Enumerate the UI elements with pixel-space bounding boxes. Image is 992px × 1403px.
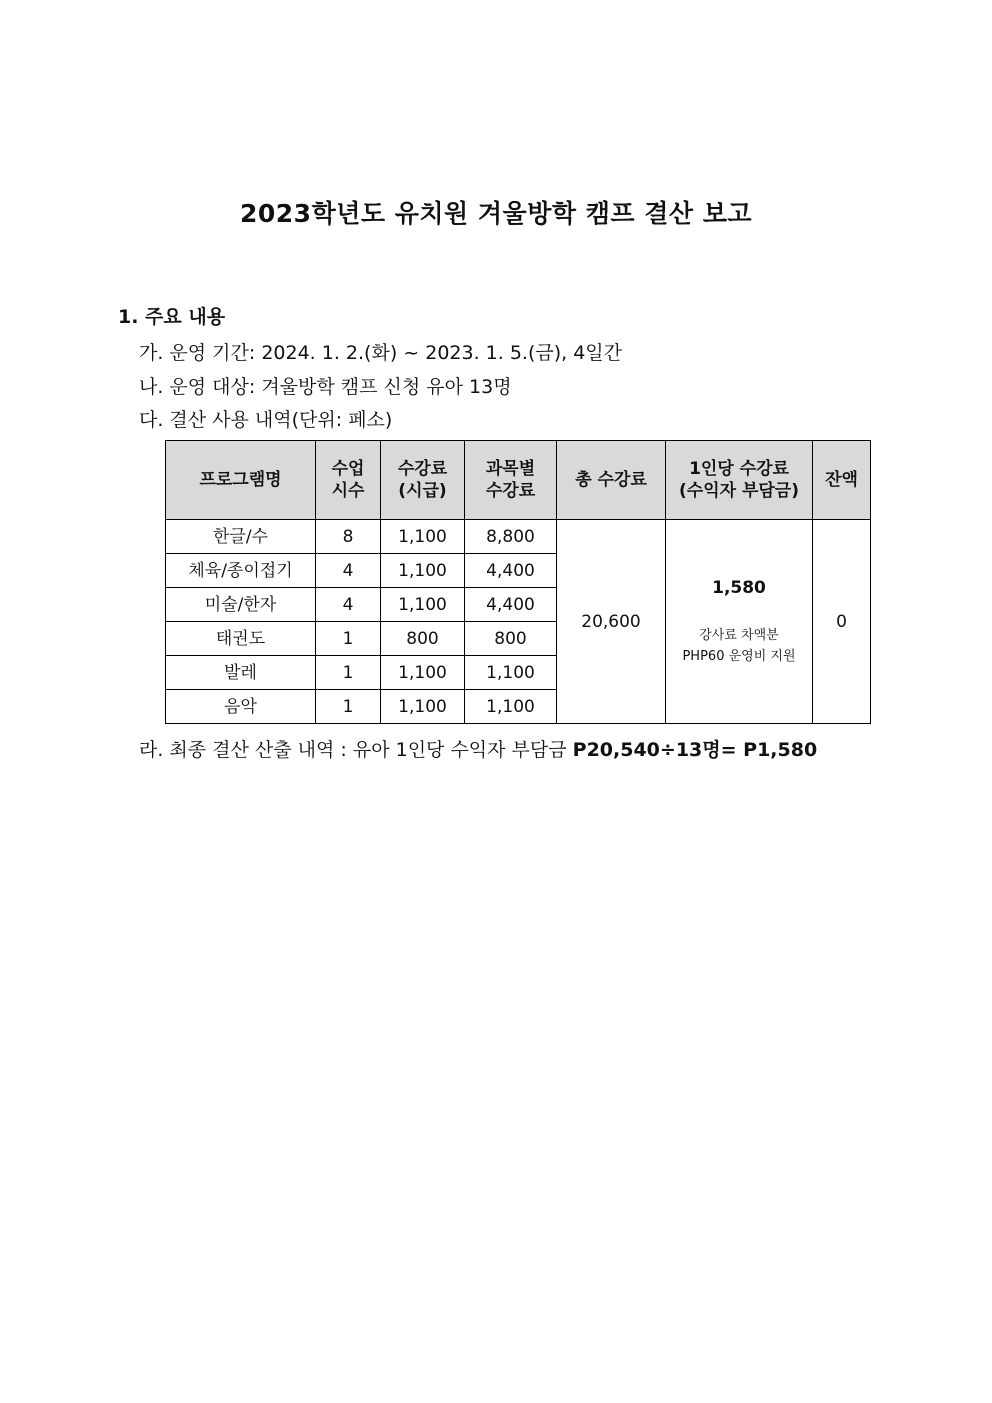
cell-subject-fee: 1,100 [465, 656, 557, 690]
table-header-row [166, 441, 871, 520]
final-settlement [139, 735, 817, 762]
cell-hours: 1 [316, 622, 381, 656]
settlement-table [165, 440, 871, 724]
cell-total-fee: 20,600 [557, 520, 666, 724]
cell-fee: 1,100 [381, 656, 465, 690]
cell-hours: 1 [316, 656, 381, 690]
cell-program: 음악 [166, 690, 316, 724]
final-settlement-formula: P20,540÷13명= P1,580 [572, 739, 818, 761]
header-total-fee: 총 수강료 [557, 441, 666, 520]
cell-subject-fee: 4,400 [465, 588, 557, 622]
per-person-fee-value: 1,580 [712, 577, 766, 598]
cell-program: 체육/종이접기 [166, 554, 316, 588]
table-row [166, 520, 871, 554]
cell-fee: 1,100 [381, 520, 465, 554]
cell-fee: 800 [381, 622, 465, 656]
header-balance: 잔액 [813, 441, 871, 520]
cell-balance: 0 [813, 520, 871, 724]
header-per-person-fee: 1인당 수강료 (수익자 부담금) [666, 441, 813, 520]
cell-fee: 1,100 [381, 588, 465, 622]
header-hours: 수업 시수 [316, 441, 381, 520]
document-title: 2023학년도 유치원 겨울방학 캠프 결산 보고 [240, 199, 752, 228]
header-fee: 수강료 (시급) [381, 441, 465, 520]
cell-subject-fee: 800 [465, 622, 557, 656]
operation-period: 가. 운영 기간: 2024. 1. 2.(화) ~ 2023. 1. 5.(금), 4일간 [139, 342, 623, 364]
cell-subject-fee: 1,100 [465, 690, 557, 724]
cell-subject-fee: 8,800 [465, 520, 557, 554]
cell-program: 태권도 [166, 622, 316, 656]
cell-hours: 1 [316, 690, 381, 724]
cell-hours: 8 [316, 520, 381, 554]
final-settlement-text: 라. 최종 결산 산출 내역 : 유아 1인당 수익자 부담금 [139, 739, 573, 761]
per-person-fee-note-2: PHP60 운영비 지원 [682, 648, 796, 664]
cell-per-person-fee [666, 520, 813, 724]
cell-subject-fee: 4,400 [465, 554, 557, 588]
cell-hours: 4 [316, 554, 381, 588]
header-program: 프로그램명 [166, 441, 316, 520]
cell-fee: 1,100 [381, 554, 465, 588]
operation-target: 나. 운영 대상: 겨울방학 캠프 신청 유아 13명 [139, 376, 512, 398]
section-heading: 1. 주요 내용 [118, 306, 226, 328]
cell-program: 발레 [166, 656, 316, 690]
cell-fee: 1,100 [381, 690, 465, 724]
header-subject-fee: 과목별 수강료 [465, 441, 557, 520]
per-person-fee-note-1: 강사료 차액분 [699, 627, 779, 643]
cell-program: 한글/수 [166, 520, 316, 554]
settlement-usage-label: 다. 결산 사용 내역(단위: 페소) [139, 409, 393, 431]
cell-hours: 4 [316, 588, 381, 622]
cell-program: 미술/한자 [166, 588, 316, 622]
